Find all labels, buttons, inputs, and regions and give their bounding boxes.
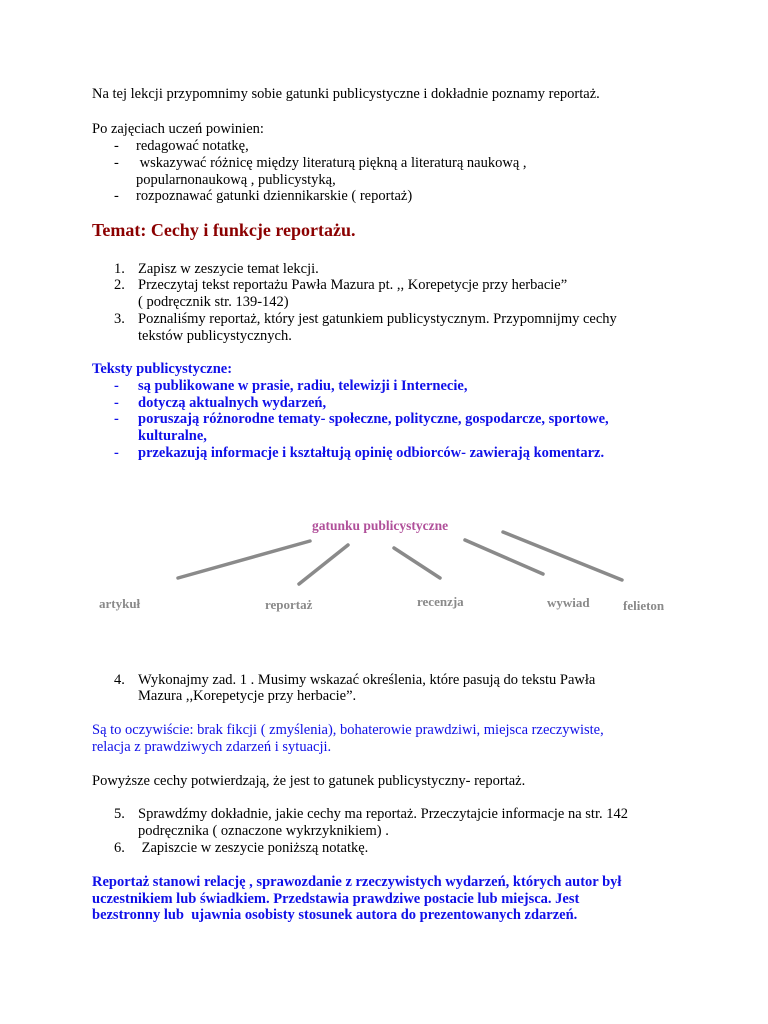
- topic-title: Temat: Cechy i funkcje reportażu.: [92, 220, 356, 240]
- texts-item: poruszają różnorodne tematy- społeczne, polityczne, gospodarcze, sportowe,: [138, 411, 609, 427]
- step-number: 5.: [114, 806, 125, 822]
- texts-item: przekazują informacje i kształtują opinię odbiorców- zawierają komentarz.: [138, 445, 605, 461]
- diagram-label-wywiad: wywiad: [547, 595, 590, 610]
- texts-item: są publikowane w prasie, radiu, telewizji i Internecie,: [138, 378, 468, 394]
- texts-dash: -: [114, 411, 119, 427]
- goal-dash: -: [114, 188, 119, 204]
- step-number: 6.: [114, 840, 125, 856]
- confirm-text: Powyższe cechy potwierdzają, że jest to gatunek publicystyczny- reportaż.: [92, 773, 526, 789]
- diagram-label-felieton: felieton: [623, 598, 665, 613]
- diagram-label-recenzja: recenzja: [417, 594, 464, 609]
- step-text-continued: podręcznika ( oznaczone wykrzyknikiem) .: [138, 823, 389, 839]
- intro-text: Na tej lekcji przypomnimy sobie gatunki publicystyczne i dokładnie poznamy reportaż.: [92, 86, 600, 102]
- texts-dash: -: [114, 445, 119, 461]
- step-number: 1.: [114, 261, 125, 277]
- step-number: 3.: [114, 311, 125, 327]
- answer-line: Są to oczywiście: brak fikcji ( zmyślenia), bohaterowie prawdziwi, miejsca rzeczywiste,: [92, 722, 604, 738]
- diagram-connectors: [178, 532, 622, 584]
- step-text-continued: tekstów publicystycznych.: [138, 328, 292, 344]
- note-line: Reportaż stanowi relację , sprawozdanie z rzeczywistych wydarzeń, których autor był: [92, 874, 622, 890]
- step-text: Przeczytaj tekst reportażu Pawła Mazura pt. ,, Korepetycje przy herbacie”: [138, 277, 568, 293]
- goal-item: wskazywać różnicę między literaturą piękną a literaturą naukową ,: [136, 155, 527, 171]
- goal-dash: -: [114, 155, 119, 171]
- goal-dash: -: [114, 138, 119, 154]
- step-text: Zapisz w zeszycie temat lekcji.: [138, 261, 319, 277]
- goal-item-continued: popularnonaukową , publicystyką,: [136, 172, 336, 188]
- goals-heading: Po zajęciach uczeń powinien:: [92, 121, 264, 137]
- step-text: Sprawdźmy dokładnie, jakie cechy ma reportaż. Przeczytajcie informacje na str. 142: [138, 806, 628, 822]
- step-text: Wykonajmy zad. 1 . Musimy wskazać określenia, które pasują do tekstu Pawła: [138, 672, 596, 688]
- note-line: uczestnikiem lub świadkiem. Przedstawia prawdziwe postacie lub miejsca. Jest: [92, 891, 580, 907]
- texts-item-continued: kulturalne,: [138, 428, 207, 444]
- step-text-continued: Mazura ,,Korepetycje przy herbacie”.: [138, 688, 357, 704]
- texts-dash: -: [114, 395, 119, 411]
- goal-item: redagować notatkę,: [136, 138, 249, 154]
- texts-item: dotyczą aktualnych wydarzeń,: [138, 395, 327, 411]
- connector-reportaz: [299, 545, 348, 584]
- step-text: Zapiszcie w zeszycie poniższą notatkę.: [138, 840, 369, 856]
- texts-dash: -: [114, 378, 119, 394]
- connector-recenzja: [394, 548, 440, 578]
- texts-heading: Teksty publicystyczne:: [92, 361, 233, 377]
- diagram-title: gatunku publicystyczne: [312, 518, 449, 533]
- step-text-continued: ( podręcznik str. 139-142): [138, 294, 289, 310]
- step-number: 4.: [114, 672, 125, 688]
- connector-felieton: [503, 532, 622, 580]
- goal-item: rozpoznawać gatunki dziennikarskie ( reportaż): [136, 188, 413, 204]
- genres-diagram: [0, 500, 768, 625]
- step-text: Poznaliśmy reportaż, który jest gatunkiem publicystycznym. Przypomnijmy cechy: [138, 311, 617, 327]
- step-number: 2.: [114, 277, 125, 293]
- answer-line: relacja z prawdziwych zdarzeń i sytuacji.: [92, 739, 332, 755]
- note-line: bezstronny lub ujawnia osobisty stosunek autora do prezentowanych zdarzeń.: [92, 907, 578, 923]
- diagram-label-reportaz: reportaż: [265, 597, 313, 612]
- connector-artykul: [178, 541, 310, 578]
- diagram-label-artykul: artykuł: [99, 596, 141, 611]
